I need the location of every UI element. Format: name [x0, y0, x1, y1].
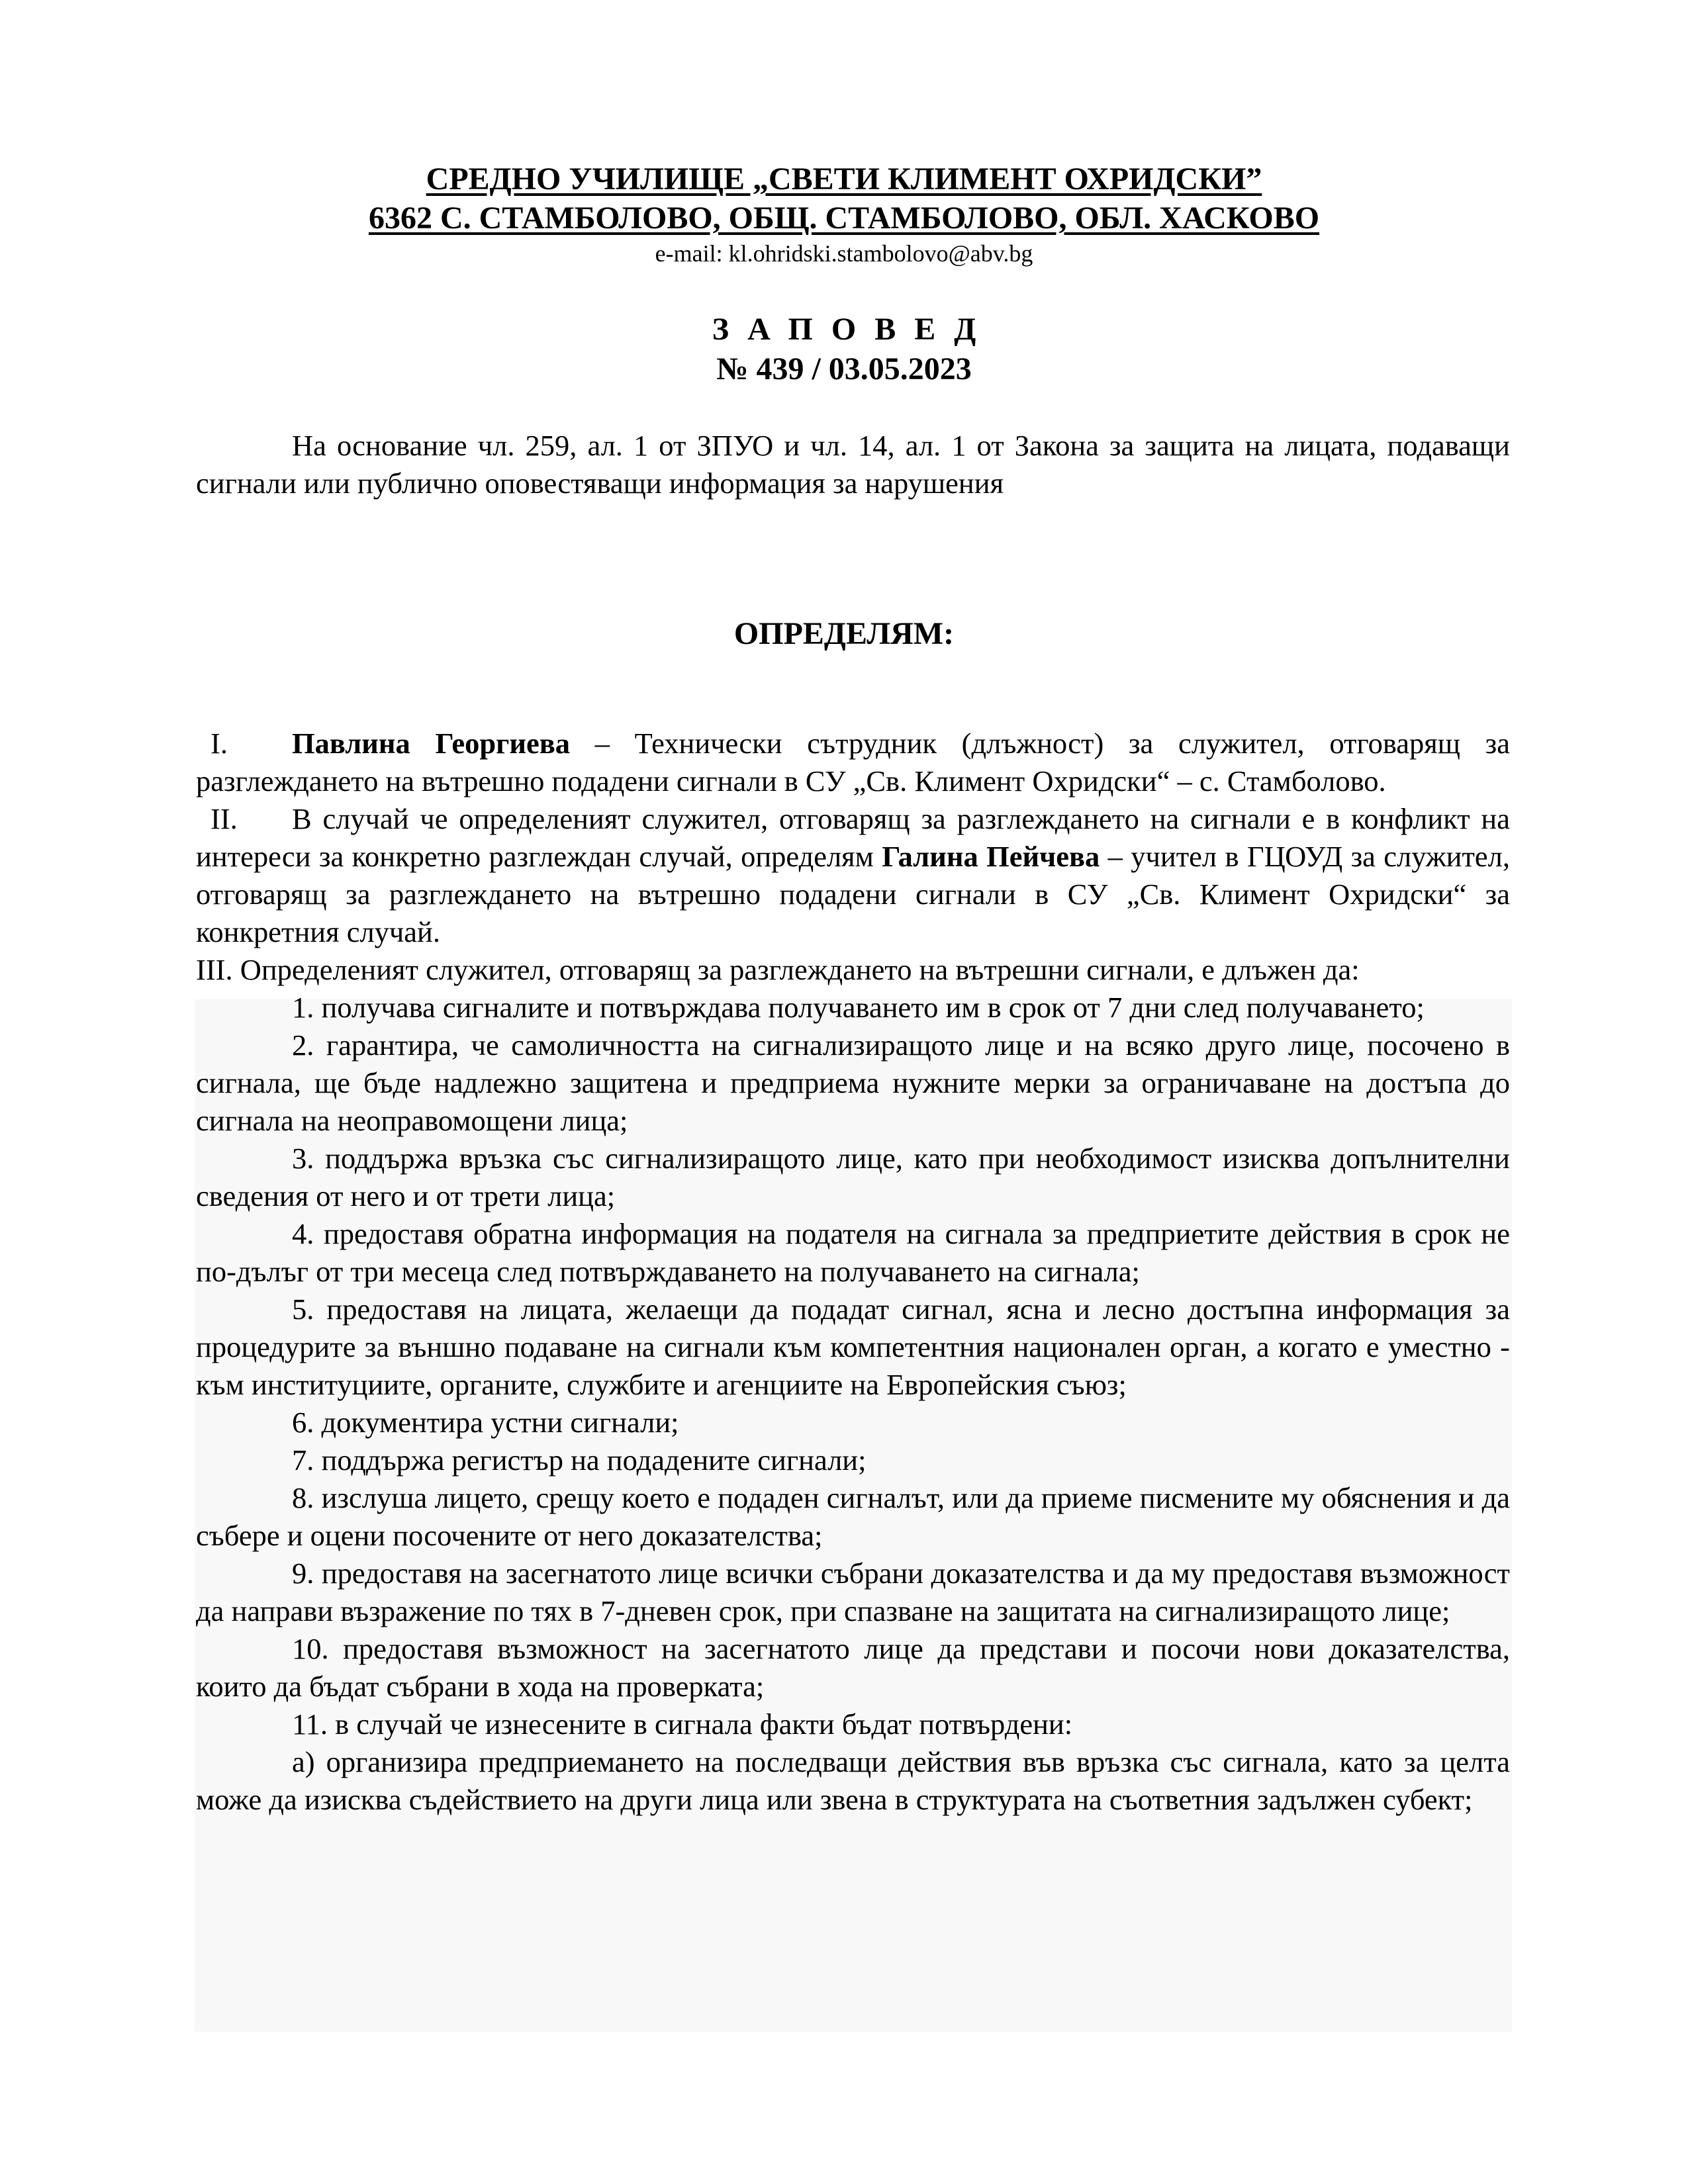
section-2-text-after: – учител в ГЦОУД за служител, отговарящ за разглеждането на вътрешно подадени сигнали в СУ „Св. Климент Охридски“ за конкретния случай.: [196, 840, 1511, 948]
section-1-text: – Технически сътрудник (длъжност) за служител, отговарящ за разглеждането на вътрешно подадени сигнали в СУ „Св. Климент Охридски“ – с. Стамболово.: [196, 727, 1510, 797]
determine-heading: ОПРЕДЕЛЯМ:: [733, 616, 955, 651]
duty-item: 8. изслуша лицето, срещу което е подаден сигналът, или да приеме писмените му обяснения и да събере и оцени посочените от него доказателства;: [196, 1481, 1510, 1552]
school-name: СРЕДНО УЧИЛИЩЕ „СВЕТИ КЛИМЕНТ ОХРИДСКИ”: [426, 161, 1262, 197]
order-number: № 439 / 03.05.2023: [716, 351, 972, 387]
duty-item: 1. получава сигналите и потвърждава получаването им в срок от 7 дни след получаването;: [292, 991, 1425, 1024]
duty-item: 6. документира устни сигнали;: [292, 1406, 679, 1439]
duty-item: 2. гарантира, че самоличността на сигнализиращото лице и на всяко друго лице, посочено в сигнала, ще бъде надлежно защитена и предприема нужните мерки за ограничаване на достъпа до сигнала на неоправомощени лица;: [196, 1028, 1510, 1137]
order-body: [196, 725, 1510, 1819]
duty-item: 4. предоставя обратна информация на подателя на сигнала за предприетите действия в срок не по-дълъг от три месеца след потвърждаването на получаването на сигнала;: [196, 1217, 1510, 1288]
section-2: [196, 800, 1510, 951]
duty-item: 7. поддържа регистър на подадените сигнали;: [292, 1443, 867, 1477]
duty-item: 10. предоставя възможност на засегнатото лице да представи и посочи нови доказателства, които да бъдат събрани в хода на проверката;: [196, 1632, 1510, 1703]
duty-item: а) организира предприемането на последващи действия във връзка със сигнала, като за целта може да изисква съдействието на други лица или звена в структурата на съответния задължен субект;: [196, 1745, 1510, 1816]
section-2-text-before: В случай че определеният служител, отговарящ за разглеждането на сигнали е в конфликт на интереси за конкретно разглеждан случай, определям: [196, 802, 1510, 873]
intro-paragraph: На основание чл. 259, ал. 1 от ЗПУО и чл. 14, ал. 1 от Закона за защита на лицата, подаващи сигнали или публично оповестяващи информация за нарушения: [196, 429, 1510, 500]
section-1: [196, 725, 1510, 800]
section-1-number: I.: [211, 727, 228, 760]
section-1-name: Павлина Георгиева: [292, 727, 571, 760]
section-2-number: II.: [211, 802, 238, 835]
duty-item: 5. предоставя на лицата, желаещи да подадат сигнал, ясна и лесно достъпна информация за процедурите за външно подаване на сигнали към компетентния национален орган, а когато е уместно - към институциите, органите, службите и агенциите на Европейския съюз;: [196, 1293, 1510, 1401]
duty-item: 3. поддържа връзка със сигнализиращото лице, като при необходимост изисква допълнителни сведения от него и от трети лица;: [196, 1142, 1510, 1212]
school-email: e-mail: kl.ohridski.stambolovo@abv.bg: [655, 240, 1033, 267]
order-title: ЗАПОВЕД: [712, 312, 995, 347]
duty-item: 9. предоставя на засегнатото лице всички събрани доказателства и да му предоставя възможност да направи възражение по тях в 7-дневен срок, при спазване на защитата на сигнализиращото лице;: [196, 1557, 1510, 1627]
section-3: III. Определеният служител, отговарящ за разглеждането на вътрешни сигнали, е длъжен да:: [196, 953, 1360, 986]
section-2-name: Галина Пейчева: [882, 840, 1100, 873]
school-address: 6362 С. СТАМБОЛОВО, ОБЩ. СТАМБОЛОВО, ОБЛ. ХАСКОВО: [368, 201, 1320, 236]
duty-item: 11. в случай че изнесените в сигнала факти бъдат потвърдени:: [292, 1707, 1073, 1741]
intro-paragraph-block: [196, 427, 1510, 502]
